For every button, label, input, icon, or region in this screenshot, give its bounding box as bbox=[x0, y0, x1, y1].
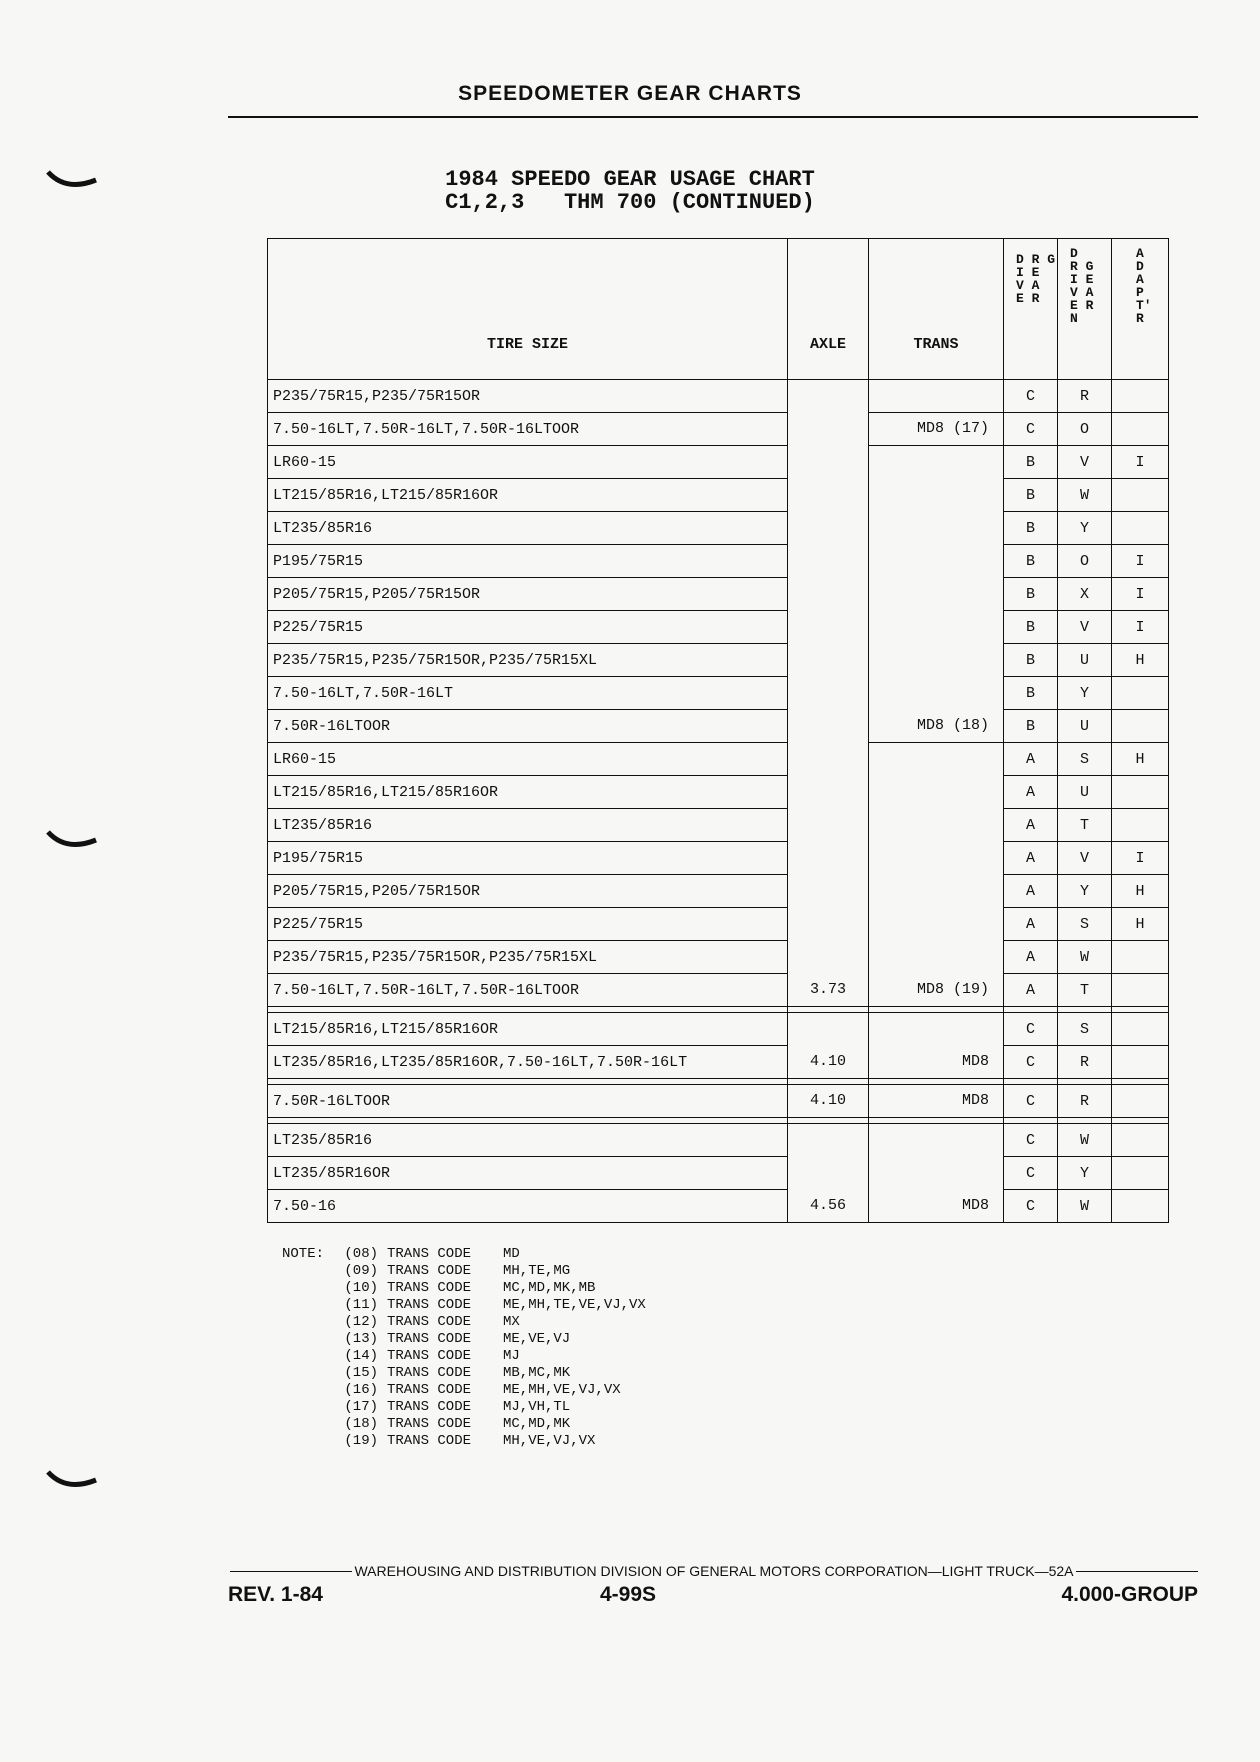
axle-cell: 3.73 bbox=[788, 380, 869, 1007]
col-header-tire-size: TIRE SIZE bbox=[268, 239, 788, 380]
note-text: TRANS CODE bbox=[387, 1416, 472, 1432]
tire-size-cell: P225/75R15 bbox=[268, 611, 788, 644]
note-item bbox=[282, 1280, 646, 1297]
note-item bbox=[282, 1416, 646, 1433]
speedo-gear-table bbox=[267, 238, 1169, 1223]
col-header-driven-gear-line: D bbox=[1070, 246, 1078, 261]
col-header-drive-gear bbox=[1004, 239, 1058, 380]
table-row bbox=[268, 644, 1169, 677]
drive-gear-cell: C bbox=[1004, 1046, 1058, 1079]
table-row bbox=[268, 1046, 1169, 1079]
drive-gear-cell: A bbox=[1004, 809, 1058, 842]
table-row bbox=[268, 1013, 1169, 1046]
tire-size-cell: P225/75R15 bbox=[268, 908, 788, 941]
page-title: SPEEDOMETER GEAR CHARTS bbox=[458, 82, 802, 105]
adapter-cell: I bbox=[1112, 578, 1169, 611]
tire-size-cell: LT235/85R16OR bbox=[268, 1157, 788, 1190]
tire-size-cell: 7.50-16LT,7.50R-16LT,7.50R-16LTOOR bbox=[268, 413, 788, 446]
axle-cell: 4.10 bbox=[788, 1085, 869, 1118]
tire-size-cell: P235/75R15,P235/75R15OR,P235/75R15XL bbox=[268, 941, 788, 974]
note-codes: ME,VE,VJ bbox=[503, 1331, 571, 1347]
note-number: (09) bbox=[344, 1263, 378, 1279]
driven-gear-cell: W bbox=[1058, 1124, 1112, 1157]
drive-gear-cell: A bbox=[1004, 743, 1058, 776]
col-header-driven-gear-line: R G bbox=[1070, 259, 1094, 274]
col-header-trans: TRANS bbox=[869, 239, 1004, 380]
footer-division: WAREHOUSING AND DISTRIBUTION DIVISION OF GENERAL MOTORS CORPORATION—LIGHT TRUCK—52A bbox=[354, 1563, 1074, 1579]
col-header-adapter-line: D bbox=[1136, 259, 1144, 274]
driven-gear-cell: Y bbox=[1058, 875, 1112, 908]
tire-size-cell: LT215/85R16,LT215/85R16OR bbox=[268, 1013, 788, 1046]
col-header-drive-gear-line: D R G bbox=[1016, 252, 1056, 267]
adapter-cell: I bbox=[1112, 545, 1169, 578]
table-row bbox=[268, 677, 1169, 710]
note-text: TRANS CODE bbox=[387, 1297, 472, 1313]
driven-gear-cell: U bbox=[1058, 644, 1112, 677]
drive-gear-cell: C bbox=[1004, 1085, 1058, 1118]
footer-dash bbox=[230, 1571, 352, 1572]
note-number: (08) bbox=[344, 1246, 378, 1262]
col-header-adapter bbox=[1112, 239, 1169, 380]
chart-title-line-1: 1984 SPEEDO GEAR USAGE CHART bbox=[445, 167, 815, 192]
trans-cell bbox=[869, 380, 1004, 413]
note-item bbox=[282, 1348, 646, 1365]
drive-gear-cell: C bbox=[1004, 1157, 1058, 1190]
note-text: TRANS CODE bbox=[387, 1263, 472, 1279]
note-codes: ME,MH,TE,VE,VJ,VX bbox=[503, 1297, 646, 1313]
note-label bbox=[282, 1365, 336, 1382]
tire-size-cell: P195/75R15 bbox=[268, 842, 788, 875]
note-text: TRANS CODE bbox=[387, 1433, 472, 1449]
note-number: (17) bbox=[344, 1399, 378, 1415]
drive-gear-cell: C bbox=[1004, 413, 1058, 446]
note-number: (11) bbox=[344, 1297, 378, 1313]
table-row bbox=[268, 446, 1169, 479]
footer-page-number: 4-99S bbox=[600, 1583, 657, 1606]
col-header-axle: AXLE bbox=[788, 239, 869, 380]
adapter-cell: I bbox=[1112, 842, 1169, 875]
driven-gear-cell: Y bbox=[1058, 677, 1112, 710]
adapter-cell: H bbox=[1112, 743, 1169, 776]
driven-gear-cell: Y bbox=[1058, 512, 1112, 545]
note-item bbox=[282, 1331, 646, 1348]
driven-gear-cell: R bbox=[1058, 1085, 1112, 1118]
table-row bbox=[268, 842, 1169, 875]
footer-division-line bbox=[228, 1563, 1200, 1579]
adapter-cell bbox=[1112, 512, 1169, 545]
driven-gear-cell: T bbox=[1058, 809, 1112, 842]
tire-size-cell: LT215/85R16,LT215/85R16OR bbox=[268, 479, 788, 512]
note-text: TRANS CODE bbox=[387, 1382, 472, 1398]
trans-cell: MD8 (18) bbox=[869, 446, 1004, 743]
note-label bbox=[282, 1314, 336, 1331]
adapter-cell bbox=[1112, 1013, 1169, 1046]
drive-gear-cell: B bbox=[1004, 545, 1058, 578]
drive-gear-cell: B bbox=[1004, 512, 1058, 545]
table-row bbox=[268, 908, 1169, 941]
drive-gear-cell: B bbox=[1004, 677, 1058, 710]
adapter-cell bbox=[1112, 809, 1169, 842]
note-codes: ME,MH,VE,VJ,VX bbox=[503, 1382, 621, 1398]
note-number: (19) bbox=[344, 1433, 378, 1449]
note-codes: MJ bbox=[503, 1348, 520, 1364]
col-header-drive-gear-line: E R bbox=[1016, 291, 1040, 306]
note-number: (14) bbox=[344, 1348, 378, 1364]
adapter-cell bbox=[1112, 677, 1169, 710]
trans-cell: MD8 bbox=[869, 1124, 1004, 1223]
chart-title-line-2: C1,2,3 THM 700 (CONTINUED) bbox=[445, 190, 815, 215]
col-header-driven-gear bbox=[1058, 239, 1112, 380]
footer-rev: REV. 1-84 bbox=[228, 1583, 323, 1606]
tire-size-cell: 7.50R-16LTOOR bbox=[268, 710, 788, 743]
binder-hole-mark bbox=[46, 830, 98, 854]
note-label bbox=[282, 1263, 336, 1280]
driven-gear-cell: W bbox=[1058, 479, 1112, 512]
table-row bbox=[268, 1124, 1169, 1157]
adapter-cell: H bbox=[1112, 644, 1169, 677]
adapter-cell bbox=[1112, 1046, 1169, 1079]
note-label bbox=[282, 1399, 336, 1416]
note-item bbox=[282, 1314, 646, 1331]
table-row bbox=[268, 710, 1169, 743]
driven-gear-cell: W bbox=[1058, 941, 1112, 974]
drive-gear-cell: B bbox=[1004, 446, 1058, 479]
note-label: NOTE: bbox=[282, 1246, 325, 1262]
adapter-cell bbox=[1112, 1085, 1169, 1118]
tire-size-cell: LT235/85R16 bbox=[268, 1124, 788, 1157]
tire-size-cell: LT235/85R16 bbox=[268, 512, 788, 545]
driven-gear-cell: Y bbox=[1058, 1157, 1112, 1190]
table-header-row bbox=[268, 239, 1169, 380]
note-item bbox=[282, 1382, 646, 1399]
note-label bbox=[282, 1331, 336, 1348]
note-text: TRANS CODE bbox=[387, 1280, 472, 1296]
driven-gear-cell: V bbox=[1058, 611, 1112, 644]
tire-size-cell: P235/75R15,P235/75R15OR bbox=[268, 380, 788, 413]
tire-size-cell: P195/75R15 bbox=[268, 545, 788, 578]
table-row bbox=[268, 1190, 1169, 1223]
driven-gear-cell: W bbox=[1058, 1190, 1112, 1223]
chart-title bbox=[0, 168, 1260, 214]
note-item bbox=[282, 1433, 646, 1450]
drive-gear-cell: C bbox=[1004, 1013, 1058, 1046]
drive-gear-cell: A bbox=[1004, 776, 1058, 809]
note-item bbox=[282, 1365, 646, 1382]
tire-size-cell: 7.50-16 bbox=[268, 1190, 788, 1223]
col-header-driven-gear-line: V A bbox=[1070, 285, 1094, 300]
axle-cell: 4.10 bbox=[788, 1013, 869, 1079]
driven-gear-cell: T bbox=[1058, 974, 1112, 1007]
driven-gear-cell: U bbox=[1058, 776, 1112, 809]
tire-size-cell: LR60-15 bbox=[268, 743, 788, 776]
driven-gear-cell: S bbox=[1058, 908, 1112, 941]
tire-size-cell: LT235/85R16,LT235/85R16OR,7.50-16LT,7.50R-16LT bbox=[268, 1046, 788, 1079]
col-header-adapter-line: P bbox=[1136, 285, 1144, 300]
table-row bbox=[268, 512, 1169, 545]
table-row bbox=[268, 743, 1169, 776]
note-label bbox=[282, 1297, 336, 1314]
col-header-adapter-line: A bbox=[1136, 272, 1144, 287]
driven-gear-cell: U bbox=[1058, 710, 1112, 743]
tire-size-cell: LR60-15 bbox=[268, 446, 788, 479]
driven-gear-cell: S bbox=[1058, 1013, 1112, 1046]
drive-gear-cell: B bbox=[1004, 578, 1058, 611]
note-number: (16) bbox=[344, 1382, 378, 1398]
note-text: TRANS CODE bbox=[387, 1331, 472, 1347]
note-text: TRANS CODE bbox=[387, 1246, 472, 1262]
note-text: TRANS CODE bbox=[387, 1365, 472, 1381]
drive-gear-cell: C bbox=[1004, 1190, 1058, 1223]
note-codes: MH,VE,VJ,VX bbox=[503, 1433, 596, 1449]
notes-block bbox=[282, 1246, 646, 1450]
drive-gear-cell: B bbox=[1004, 611, 1058, 644]
drive-gear-cell: C bbox=[1004, 380, 1058, 413]
table-row bbox=[268, 809, 1169, 842]
adapter-cell bbox=[1112, 1190, 1169, 1223]
table-row bbox=[268, 974, 1169, 1007]
driven-gear-cell: V bbox=[1058, 446, 1112, 479]
table-row bbox=[268, 413, 1169, 446]
driven-gear-cell: S bbox=[1058, 743, 1112, 776]
trans-cell: MD8 bbox=[869, 1085, 1004, 1118]
drive-gear-cell: B bbox=[1004, 479, 1058, 512]
table-row bbox=[268, 1157, 1169, 1190]
adapter-cell bbox=[1112, 710, 1169, 743]
trans-cell: MD8 (17) bbox=[869, 413, 1004, 446]
table-row bbox=[268, 611, 1169, 644]
adapter-cell bbox=[1112, 974, 1169, 1007]
note-number: (18) bbox=[344, 1416, 378, 1432]
tire-size-cell: P205/75R15,P205/75R15OR bbox=[268, 875, 788, 908]
tire-size-cell: P235/75R15,P235/75R15OR,P235/75R15XL bbox=[268, 644, 788, 677]
drive-gear-cell: C bbox=[1004, 1124, 1058, 1157]
adapter-cell: I bbox=[1112, 611, 1169, 644]
note-label bbox=[282, 1348, 336, 1365]
table-row bbox=[268, 941, 1169, 974]
col-header-adapter-line: A bbox=[1136, 246, 1144, 261]
note-number: (12) bbox=[344, 1314, 378, 1330]
table-row bbox=[268, 545, 1169, 578]
col-header-drive-gear-line: I E bbox=[1016, 265, 1040, 280]
table-row bbox=[268, 1085, 1169, 1118]
note-text: TRANS CODE bbox=[387, 1348, 472, 1364]
driven-gear-cell: R bbox=[1058, 380, 1112, 413]
table-row bbox=[268, 776, 1169, 809]
adapter-cell bbox=[1112, 941, 1169, 974]
note-item bbox=[282, 1297, 646, 1314]
note-text: TRANS CODE bbox=[387, 1399, 472, 1415]
note-codes: MB,MC,MK bbox=[503, 1365, 571, 1381]
col-header-driven-gear-line: I E bbox=[1070, 272, 1094, 287]
drive-gear-cell: A bbox=[1004, 875, 1058, 908]
adapter-cell: H bbox=[1112, 875, 1169, 908]
binder-hole-mark bbox=[46, 1470, 98, 1494]
drive-gear-cell: A bbox=[1004, 842, 1058, 875]
table-row bbox=[268, 875, 1169, 908]
header-rule bbox=[228, 116, 1198, 118]
tire-size-cell: P205/75R15,P205/75R15OR bbox=[268, 578, 788, 611]
table-row bbox=[268, 578, 1169, 611]
axle-cell: 4.56 bbox=[788, 1124, 869, 1223]
adapter-cell bbox=[1112, 380, 1169, 413]
col-header-adapter-line: T' bbox=[1136, 298, 1152, 313]
adapter-cell: I bbox=[1112, 446, 1169, 479]
note-codes: MH,TE,MG bbox=[503, 1263, 571, 1279]
adapter-cell bbox=[1112, 479, 1169, 512]
driven-gear-cell: V bbox=[1058, 842, 1112, 875]
note-text: TRANS CODE bbox=[387, 1314, 472, 1330]
tire-size-cell: 7.50-16LT,7.50R-16LT,7.50R-16LTOOR bbox=[268, 974, 788, 1007]
note-item bbox=[282, 1399, 646, 1416]
note-label bbox=[282, 1416, 336, 1433]
note-codes: MX bbox=[503, 1314, 520, 1330]
driven-gear-cell: X bbox=[1058, 578, 1112, 611]
adapter-cell bbox=[1112, 1157, 1169, 1190]
adapter-cell bbox=[1112, 1124, 1169, 1157]
driven-gear-cell: R bbox=[1058, 1046, 1112, 1079]
note-label bbox=[282, 1382, 336, 1399]
footer-group: 4.000-GROUP bbox=[1061, 1583, 1198, 1606]
trans-cell: MD8 (19) bbox=[869, 743, 1004, 1007]
note-codes: MC,MD,MK bbox=[503, 1416, 571, 1432]
driven-gear-cell: O bbox=[1058, 545, 1112, 578]
drive-gear-cell: B bbox=[1004, 644, 1058, 677]
note-label bbox=[282, 1433, 336, 1450]
table-body bbox=[268, 380, 1169, 1223]
note-item bbox=[282, 1246, 646, 1263]
tire-size-cell: LT235/85R16 bbox=[268, 809, 788, 842]
drive-gear-cell: B bbox=[1004, 710, 1058, 743]
table-row bbox=[268, 380, 1169, 413]
drive-gear-cell: A bbox=[1004, 941, 1058, 974]
col-header-adapter-line: R bbox=[1136, 311, 1144, 326]
adapter-cell: H bbox=[1112, 908, 1169, 941]
note-codes: MD bbox=[503, 1246, 520, 1262]
col-header-drive-gear-line: V A bbox=[1016, 278, 1040, 293]
tire-size-cell: LT215/85R16,LT215/85R16OR bbox=[268, 776, 788, 809]
note-codes: MC,MD,MK,MB bbox=[503, 1280, 596, 1296]
tire-size-cell: 7.50R-16LTOOR bbox=[268, 1085, 788, 1118]
note-number: (13) bbox=[344, 1331, 378, 1347]
col-header-driven-gear-line: N bbox=[1070, 311, 1078, 326]
note-number: (10) bbox=[344, 1280, 378, 1296]
tire-size-cell: 7.50-16LT,7.50R-16LT bbox=[268, 677, 788, 710]
adapter-cell bbox=[1112, 413, 1169, 446]
note-number: (15) bbox=[344, 1365, 378, 1381]
note-codes: MJ,VH,TL bbox=[503, 1399, 571, 1415]
trans-cell: MD8 bbox=[869, 1013, 1004, 1079]
table-row bbox=[268, 479, 1169, 512]
adapter-cell bbox=[1112, 776, 1169, 809]
col-header-driven-gear-line: E R bbox=[1070, 298, 1094, 313]
note-item bbox=[282, 1263, 646, 1280]
drive-gear-cell: A bbox=[1004, 974, 1058, 1007]
footer-dash bbox=[1076, 1571, 1198, 1572]
driven-gear-cell: O bbox=[1058, 413, 1112, 446]
note-label bbox=[282, 1280, 336, 1297]
drive-gear-cell: A bbox=[1004, 908, 1058, 941]
